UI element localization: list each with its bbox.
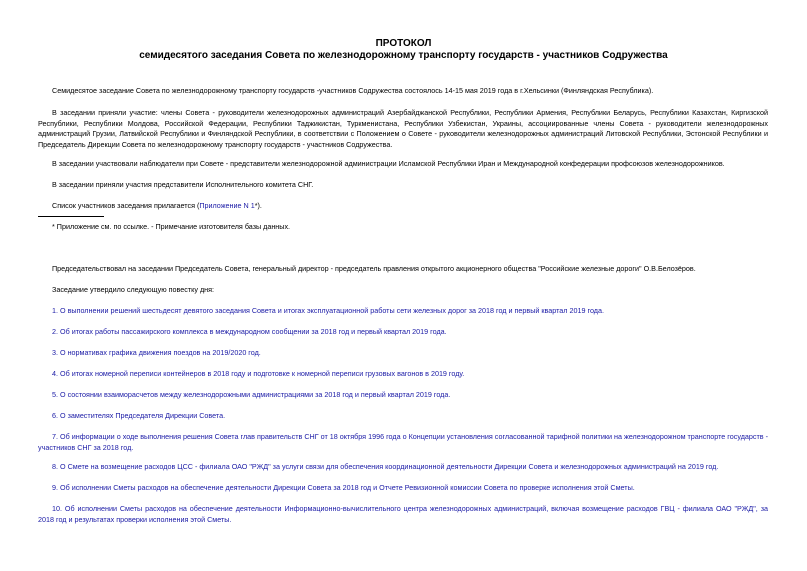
footnote-text: * Приложение см. по ссылке. - Примечание изготовителя базы данных. [52, 222, 291, 231]
paragraph-participants-list [38, 201, 768, 212]
agenda-item-4[interactable]: 4. Об итогах номерной переписи контейнеров в 2018 году и подготовке к номерной переписи грузовых вагонов в 2019 году. [52, 369, 465, 378]
agenda-item-2[interactable]: 2. Об итогах работы пассажирского комплекса в международном сообщении за 2018 год и первый квартал 2019 года. [52, 327, 447, 336]
agenda-item-1[interactable]: 1. О выполнении решений шестьдесят девятого заседания Совета и итогах эксплуатационной работы сети железных дорог за 2018 год и первый квартал 2019 года. [52, 306, 604, 315]
agenda-item-10[interactable]: 10. Об исполнении Сметы расходов на обеспечение деятельности Информационно-вычислительного центра железнодорожных администраций, включая возмещение расходов ГВЦ - филиала ОАО "РЖД", за 2018 год и результатах проверки исполнения этой Сметы. [38, 504, 768, 524]
paragraph-cis-committee: В заседании приняли участия представители Исполнительного комитета СНГ. [52, 180, 314, 189]
document-title: ПРОТОКОЛ [375, 38, 432, 49]
agenda-item-8[interactable]: 8. О Смете на возмещение расходов ЦСС - филиала ОАО "РЖД" за услуги связи для обеспечения координационной деятельности Дирекции Совета и железнодорожных администраций на 2019 год. [52, 462, 719, 471]
participants-list-text: Список участников заседания прилагается ( [52, 201, 200, 210]
paragraph-participants: В заседании приняли участие: члены Совета - руководители железнодорожных администраций Азербайджанской Республики, Республики Армения, Республики Беларусь, Республики Казахстан, Киргизской Республики, Республики Молдова, Российской Федерации, Республики Таджикистан, Туркменистана, Республики Узбекистан, Украины, ассоциированные члены Совета - руководители железнодорожных администраций Грузии, Латвийской Республики и Финляндской Республики, в соответствии с Положением о Совете - руководители железнодорожных администраций Литовской Республики, Эстонской Республики и Председатель Дирекции Совета по железнодорожному транспорту государств - участников Содружества. [38, 108, 768, 149]
agenda-item-7[interactable]: 7. Об информации о ходе выполнения решения Совета глав правительств СНГ от 18 октября 1996 года о Концепции установления согласованной тарифной политики на железнодорожном транспорте государств - участников СНГ за 2018 год. [38, 432, 768, 452]
agenda-item-3[interactable]: 3. О нормативах графика движения поездов на 2019/2020 год. [52, 348, 261, 357]
paragraph-agenda-intro: Заседание утвердило следующую повестку дня: [52, 285, 215, 294]
agenda-item-6[interactable]: 6. О заместителях Председателя Дирекции Совета. [52, 411, 226, 420]
footnote-divider [38, 216, 104, 217]
document-subtitle: семидесятого заседания Совета по железнодорожному транспорту государств - участников Содружества [139, 50, 668, 61]
participants-list-suffix: *). [254, 201, 262, 210]
appendix-1-link[interactable]: Приложение N 1 [199, 201, 255, 210]
paragraph-observers: В заседании участвовали наблюдатели при Совете - представители железнодорожной администрации Исламской Республики Иран и Международной конфедерации профсоюзов железнодорожников. [52, 159, 725, 168]
paragraph-meeting-date: Семидесятое заседание Совета по железнодорожному транспорту государств -участников Содружества состоялось 14-15 мая 2019 года в г.Хельсинки (Финляндская Республика). [52, 86, 654, 95]
agenda-item-5[interactable]: 5. О состоянии взаиморасчетов между железнодорожными администрациями за 2018 год и первый квартал 2019 года. [52, 390, 451, 399]
paragraph-chairman: Председательствовал на заседании Председатель Совета, генеральный директор - председатель правления открытого акционерного общества "Российские железные дороги" О.В.Белозёров. [52, 264, 696, 273]
agenda-item-9[interactable]: 9. Об исполнении Сметы расходов на обеспечение деятельности Дирекции Совета за 2018 год и Отчете Ревизионной комиссии Совета по проверке исполнения этой Сметы. [52, 483, 635, 492]
